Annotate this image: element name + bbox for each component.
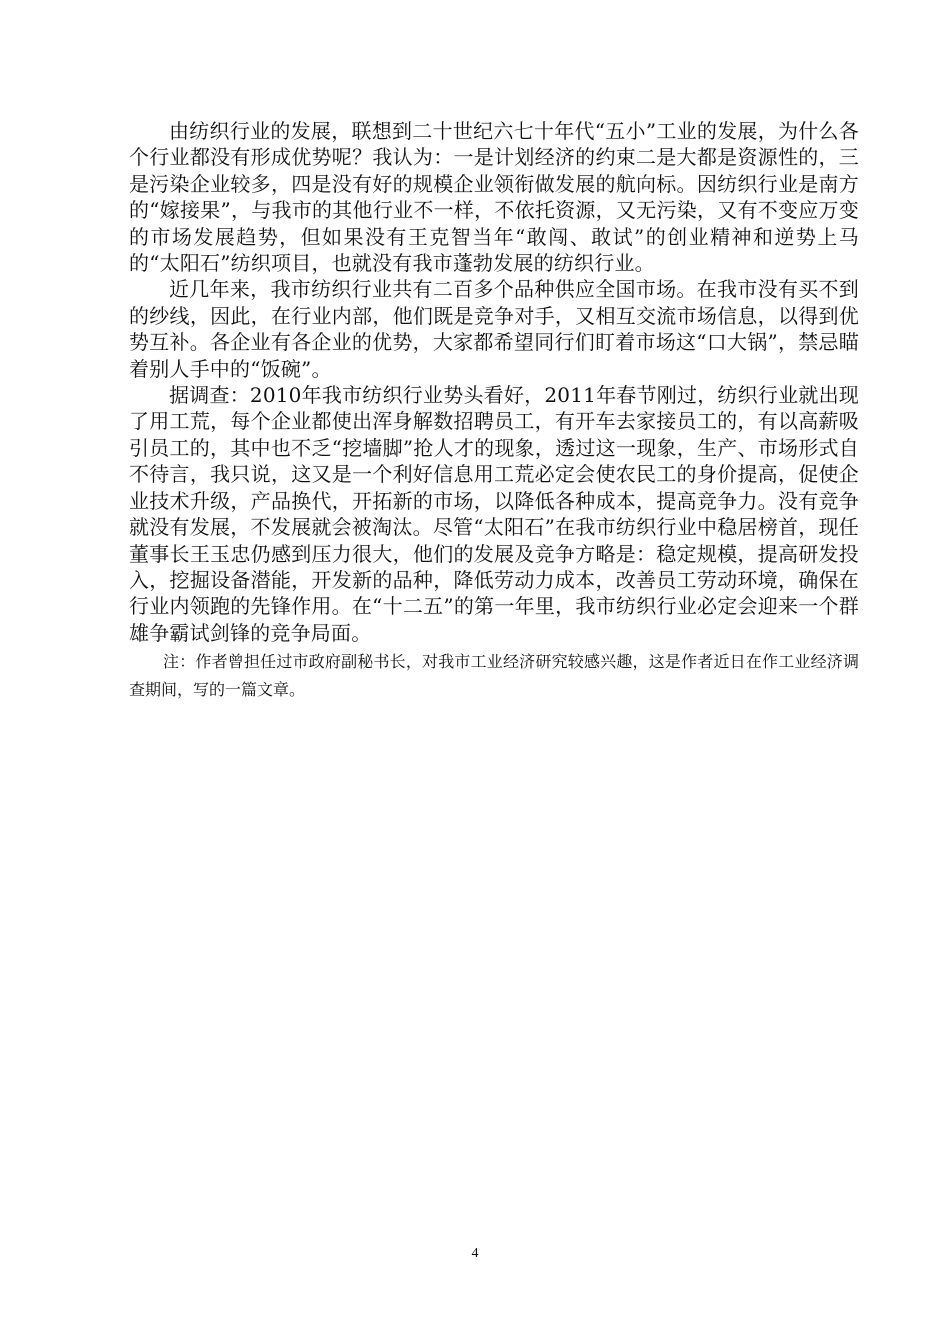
paragraph-1: 由纺织行业的发展，联想到二十世纪六七十年代“五小”工业的发展，为什么各个行业都没有形成优势呢？我认为：一是计划经济的约束二是大都是资源性的，三是污染企业较多，四是没有好的规模企业领衔做发展的航向标。因纺织行业是南方的“嫁接果”，与我市的其他行业不一样，不依托资源，又无污染，又有不变应万变的市场发展趋势，但如果没有王克智当年“敢闯、敢试”的创业精神和逆势上马的“太阳石”纺织项目，也就没有我市蓬勃发展的纺织行业。 [129, 119, 859, 276]
page-number: 4 [471, 1246, 479, 1261]
document-body [129, 118, 859, 704]
paragraph-3: 据调查：2010年我市纺织行业势头看好，2011年春节刚过，纺织行业就出现了用工荒，每个企业都使出浑身解数招聘员工，有开车去家接员工的，有以高薪吸引员工的，其中也不乏“挖墙脚”抢人才的现象，透过这一现象，生产、市场形式自不待言，我只说，这又是一个利好信息用工荒必定会使农民工的身价提高，促使企业技术升级，产品换代，开拓新的市场，以降低各种成本，提高竞争力。没有竞争就没有发展，不发展就会被淘汰。尽管“太阳石”在我市纺织行业中稳居榜首，现任董事长王玉忠仍感到压力很大，他们的发展及竞争方略是：稳定规模，提高研发投入，挖掘设备潜能，开发新的品种，降低劳动力成本，改善员工劳动环境，确保在行业内领跑的先锋作用。在“十二五”的第一年里，我市纺织行业必定会迎来一个群雄争霸试剑锋的竞争局面。 [129, 383, 859, 645]
author-note: 注：作者曾担任过市政府副秘书长，对我市工业经济研究较感兴趣，这是作者近日在作工业经济调查期间，写的一篇文章。 [129, 652, 859, 700]
paragraph-2: 近几年来，我市纺织行业共有二百多个品种供应全国市场。在我市没有买不到的纱线，因此，在行业内部，他们既是竞争对手，又相互交流市场信息，以得到优势互补。各企业有各企业的优势，大家都希望同行们盯着市场这“口大锅”，禁忌瞄着别人手中的“饭碗”。 [129, 277, 859, 381]
